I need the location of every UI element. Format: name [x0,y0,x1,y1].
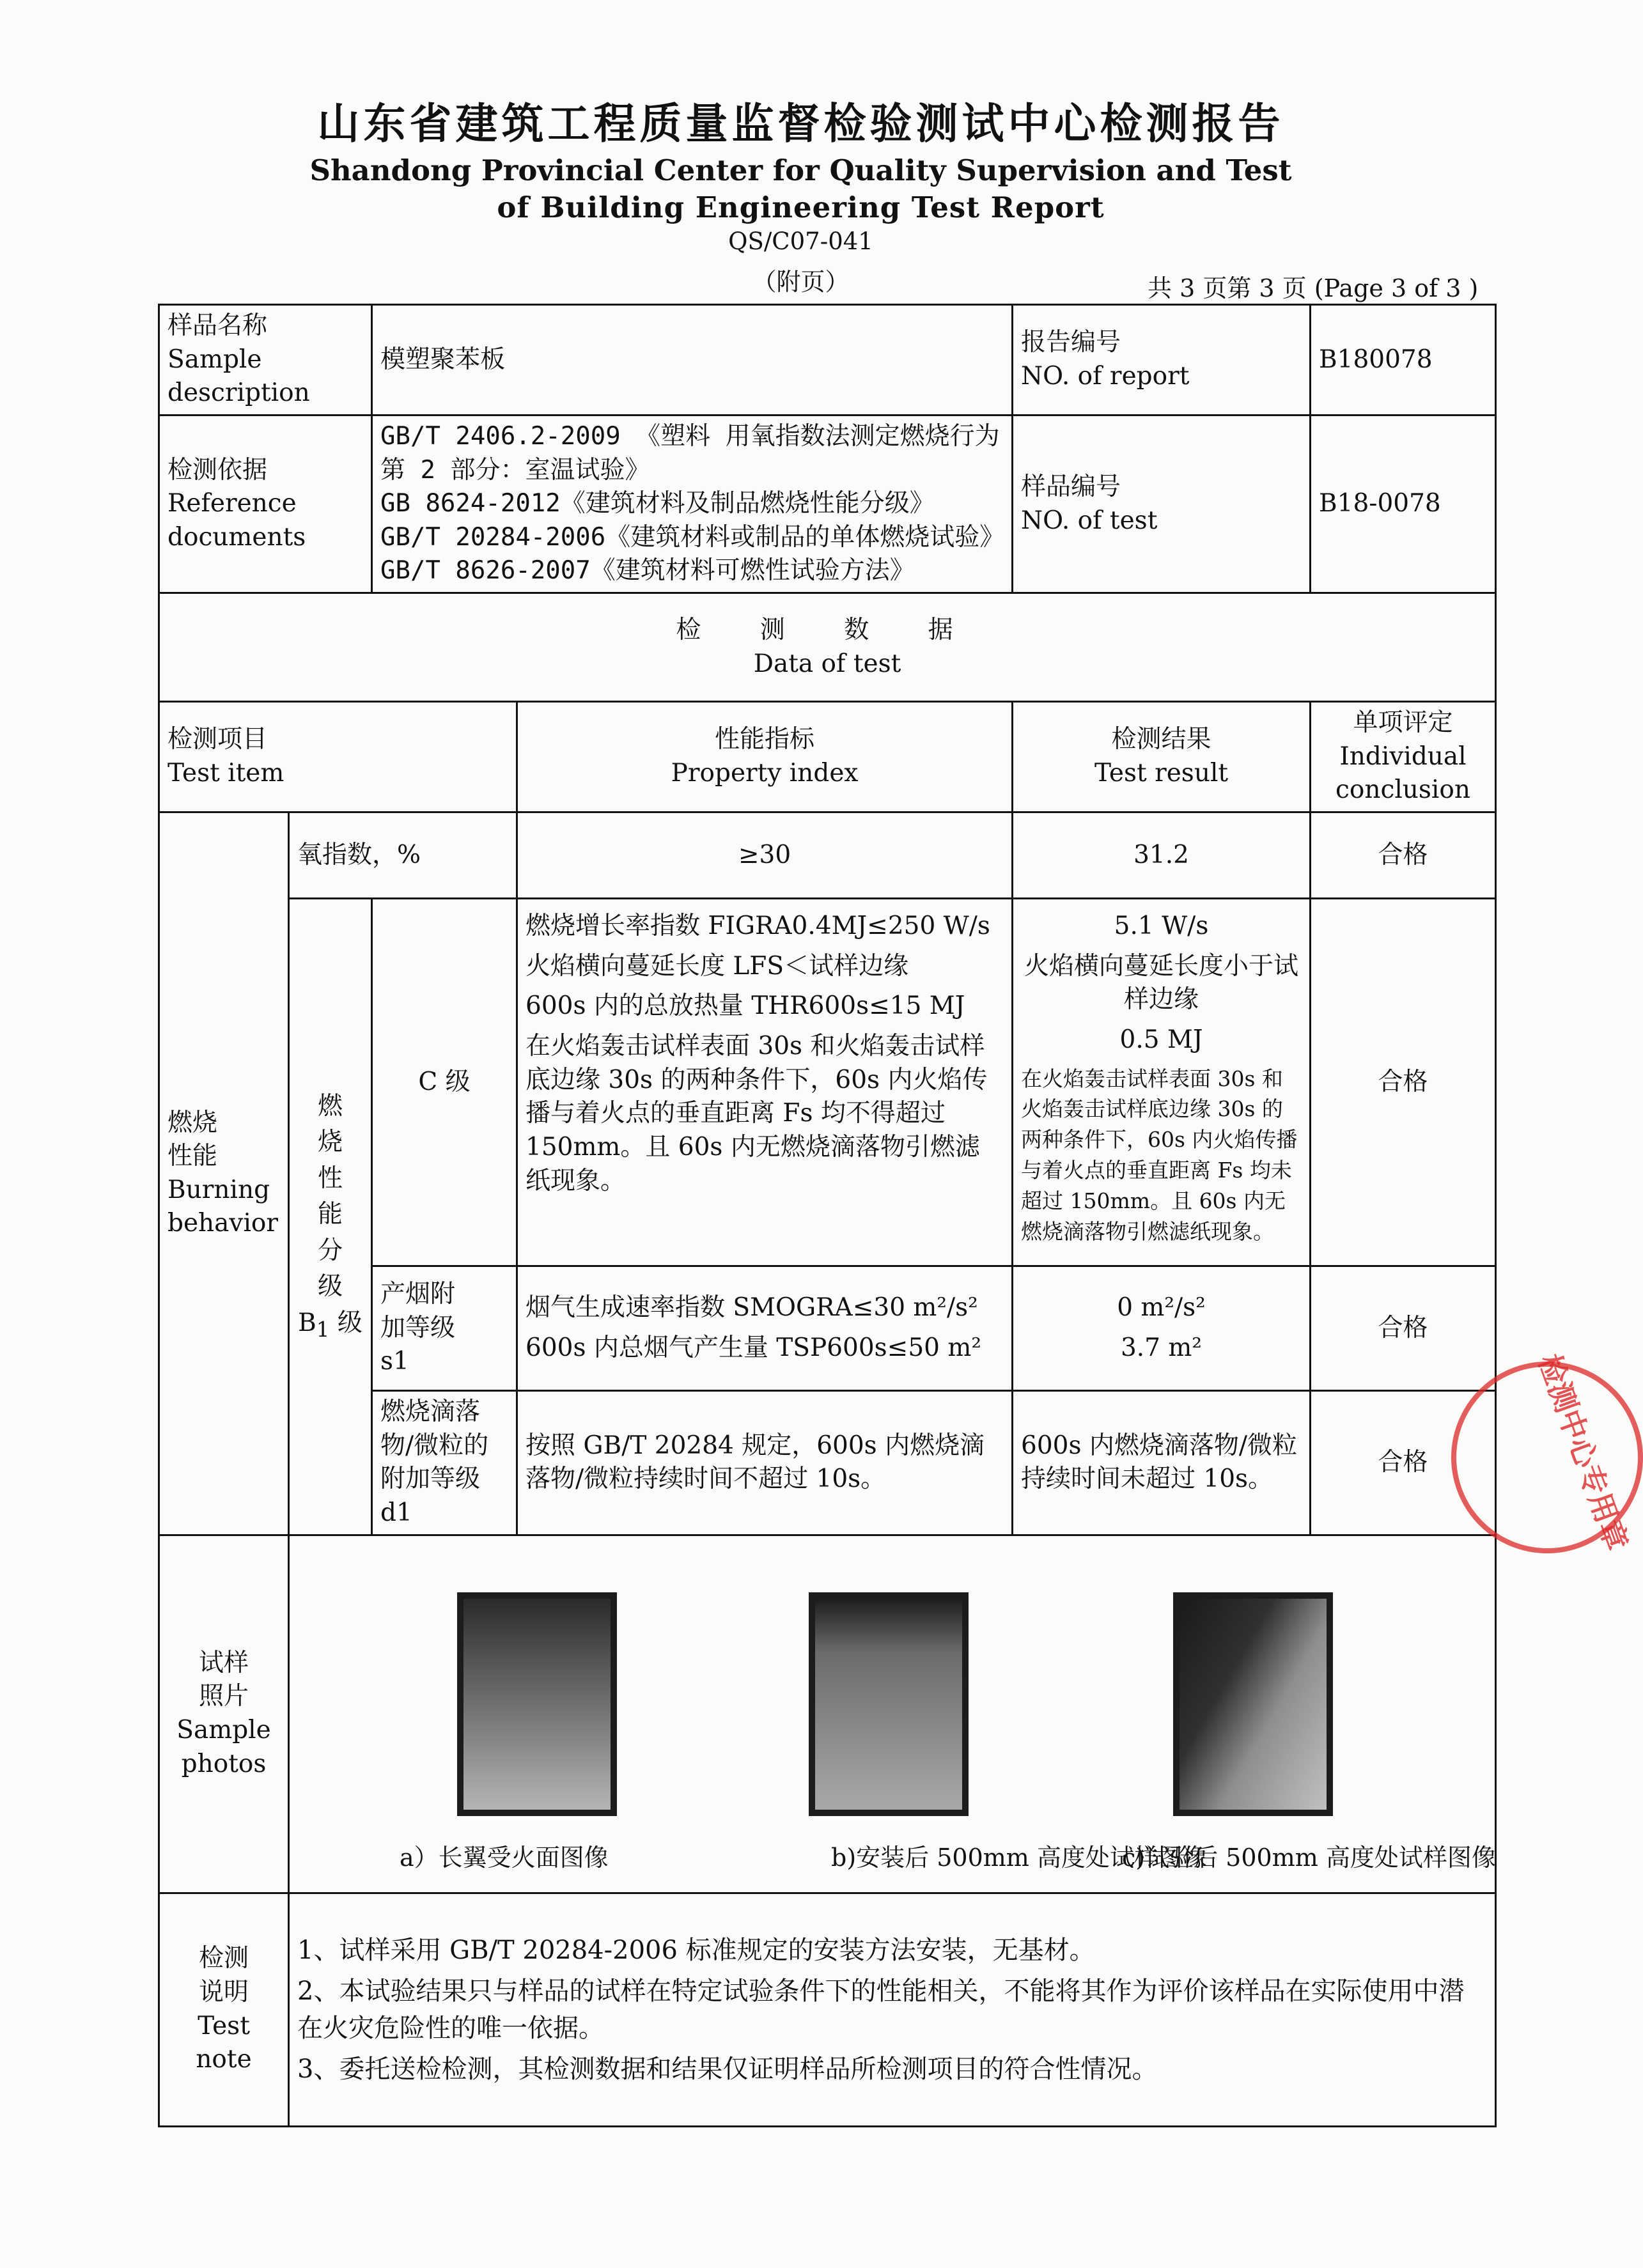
col-test-result-en: Test result [1094,759,1229,788]
photo-caption-b: b)安装后 500mm 高度处试样图像 [831,1844,1207,1872]
reference-row [159,415,1496,593]
droplet-result: 600s 内燃烧滴落物/微粒持续时间未超过 10s。 [1013,1391,1311,1535]
reference-label-cn: 检测依据 [167,455,268,485]
lfs-index: 火焰横向蔓延长度 LFS＜试样边缘 [526,951,909,981]
droplet-label-line: 物/微粒的 [380,1431,489,1460]
droplet-label-line: 附加等级 [380,1464,481,1494]
col-test-item [159,702,517,812]
sample-photo-a [457,1592,617,1816]
col-property-index [517,702,1013,812]
photo-caption-a: a）长翼受火面图像 [400,1844,609,1872]
test-no-label [1013,415,1311,593]
report-title-en-line2: of Building Engineering Test Report [497,190,1105,224]
grade-char: 分 [317,1236,343,1265]
lfs-result: 火焰横向蔓延长度小于试样边缘 [1024,951,1299,1014]
grade-b1: $B_1$ 级 [298,1309,362,1342]
grade-char: 能 [317,1200,343,1229]
note-item: 3、委托送检检测，其检测数据和结果仅证明样品所检测项目的符合性情况。 [297,2054,1158,2084]
grade-char: 燃 [317,1091,343,1121]
col-test-item-en: Test item [167,759,284,788]
burning-label-en1: Burning [167,1175,270,1204]
note-item: 1、试样采用 GB/T 20284-2006 标准规定的安装方法安装，无基材。 [297,1935,1095,1965]
oxygen-index: ≥30 [517,812,1013,899]
tsp-index: 600s 内总烟气产生量 TSP600s≤50 m² [526,1333,981,1363]
burning-label-en2: behavior [167,1209,279,1238]
droplet-label-line: 燃烧滴落 [380,1397,481,1427]
c-grade-conclusion: 合格 [1311,899,1496,1266]
reference-label-en: Reference documents [167,489,306,552]
test-no-value: B18-0078 [1311,415,1496,593]
fs-result: 在火焰轰击试样表面 30s 和火焰轰击试样底边缘 30s 的两种条件下，60s 内火焰传播与着火点的垂直距离 Fs 均未超过 150mm。且 60s 内无燃烧滴落物引燃滤纸现象。 [1021,1066,1298,1244]
droplet-property: 按照 GB/T 20284 规定，600s 内燃烧滴落物/微粒持续时间不超过 10s。 [517,1391,1013,1535]
smoke-property [517,1266,1013,1391]
oxygen-result: 31.2 [1013,812,1311,899]
column-header-row [159,702,1496,812]
official-stamp [1451,1349,1643,1555]
figra-result: 5.1 W/s [1114,912,1209,941]
photos-row [159,1535,1496,1893]
photos-label [159,1535,289,1893]
photos-area [297,1580,1496,1872]
smoke-conclusion: 合格 [1311,1266,1496,1391]
test-no-label-en: NO. of test [1021,506,1158,535]
oxygen-conclusion: 合格 [1311,812,1496,899]
figra-index: 燃烧增长率指数 FIGRA0.4MJ≤250 W/s [526,912,990,941]
smoke-label-line: 加等级 [380,1313,456,1342]
form-code: QS/C07-041 [728,228,873,255]
reference-line: GB/T 20284-2006《建筑材料或制品的单体燃烧试验》 [380,522,1005,552]
data-section-title-cn: 检 测 数 据 [676,615,979,644]
photos-label-cn1: 试样 [198,1648,249,1677]
col-conclusion-en1: Individual [1339,742,1467,771]
c-grade-result [1013,899,1311,1266]
photo-caption-c: c)试验后 500mm 高度处试样图像 [1122,1844,1496,1872]
fs-index: 在火焰轰击试样表面 30s 和火焰轰击试样底边缘 30s 的两种条件下，60s 内火焰传播与着火点的垂直距离 Fs 均不得超过 150mm。且 60s 内无燃烧滴落物引燃滤纸现象。 [526,1031,988,1195]
smoke-label-line: s1 [380,1347,409,1376]
data-section-title-en: Data of test [753,649,901,678]
notes-row [159,1893,1496,2126]
col-conclusion-en2: conclusion [1335,775,1470,805]
thr-result: 0.5 MJ [1119,1025,1203,1054]
notes-content [289,1893,1496,2126]
col-conclusion-cn: 单项评定 [1353,708,1453,738]
stamp-text: 检测中心专用章 [1531,1349,1635,1555]
smoke-label-line: 产烟附 [380,1280,456,1309]
grade-char: 烧 [317,1128,343,1157]
smogra-index: 烟气生成速率指数 SMOGRA≤30 m²/s² [526,1293,978,1323]
grade-char: 性 [317,1163,343,1193]
smoke-result [1013,1266,1311,1391]
sample-value: 模塑聚苯板 [372,305,1013,416]
test-no-label-cn: 样品编号 [1021,472,1121,501]
col-conclusion [1311,702,1496,812]
burning-label-cn2: 性能 [167,1142,218,1171]
c-grade-label: C 级 [372,899,517,1266]
report-no-value: B180078 [1311,305,1496,416]
droplet-conclusion: 合格 [1311,1391,1496,1535]
oxygen-label: 氧指数，% [289,812,517,899]
reference-documents [372,415,1013,593]
photos-cell [289,1535,1496,1893]
burning-label [159,812,289,1535]
col-property-index-en: Property index [671,759,859,788]
reference-label [159,415,372,593]
smoke-label [372,1266,517,1391]
reference-line: GB 8624-2012《建筑材料及制品燃烧性能分级》 [380,489,935,518]
report-title-en-line1: Shandong Provincial Center for Quality Supervision and Test [309,153,1292,187]
oxygen-row [159,812,1496,899]
burning-label-cn1: 燃烧 [167,1108,218,1137]
reference-line: GB/T 8626-2007《建筑材料可燃性试验方法》 [380,556,915,586]
sample-label [159,305,372,416]
tsp-result: 3.7 m² [1120,1333,1203,1363]
notes-label-cn1: 检测 [198,1944,249,1973]
notes-label [159,1893,289,2126]
c-grade-property [517,899,1013,1266]
data-section-row [159,593,1496,702]
droplet-label [372,1391,517,1535]
report-no-label-en: NO. of report [1021,361,1190,391]
photos-label-en2: photos [181,1749,267,1778]
notes-label-cn2: 说明 [198,1977,249,2007]
note-item: 2、本试验结果只与样品的试样在特定试验条件下的性能相关，不能将其作为评价该样品在实际使用中潜在火灾危险性的唯一依据。 [297,1976,1465,2043]
col-test-item-cn: 检测项目 [167,725,268,754]
sample-label-en: Sample description [167,345,310,408]
sample-photo-b [809,1592,969,1816]
reference-line: GB/T 2406.2-2009 《塑料 用氧指数法测定燃烧行为 [380,421,1000,451]
report-title-cn: 山东省建筑工程质量监督检验测试中心检测报告 [317,98,1284,148]
data-section-title [159,593,1496,702]
appendix-label: （附页） [752,268,850,296]
report-no-label [1013,305,1311,416]
reference-line: 第 2 部分：室温试验》 [380,455,650,485]
sample-row [159,305,1496,416]
report-table [158,304,1497,2127]
photos-label-en1: Sample [176,1716,271,1745]
report-no-label-cn: 报告编号 [1021,328,1121,357]
smogra-result: 0 m²/s² [1117,1293,1206,1323]
page-info: 共 3 页第 3 页 (Page 3 of 3 ) [1148,274,1479,302]
col-test-result [1013,702,1311,812]
sample-photo-c [1173,1592,1333,1816]
col-test-result-cn: 检测结果 [1111,725,1211,754]
photos-label-cn2: 照片 [198,1682,249,1711]
grade-char: 级 [317,1272,343,1301]
sample-label-cn: 样品名称 [167,311,268,340]
col-property-index-cn: 性能指标 [715,725,815,754]
thr-index: 600s 内的总放热量 THR600s≤15 MJ [526,991,965,1021]
c-grade-row [159,899,1496,1266]
grade-b1-label [289,899,372,1535]
notes-label-en: Test note [196,2011,252,2074]
droplet-label-line: d1 [380,1498,412,1527]
